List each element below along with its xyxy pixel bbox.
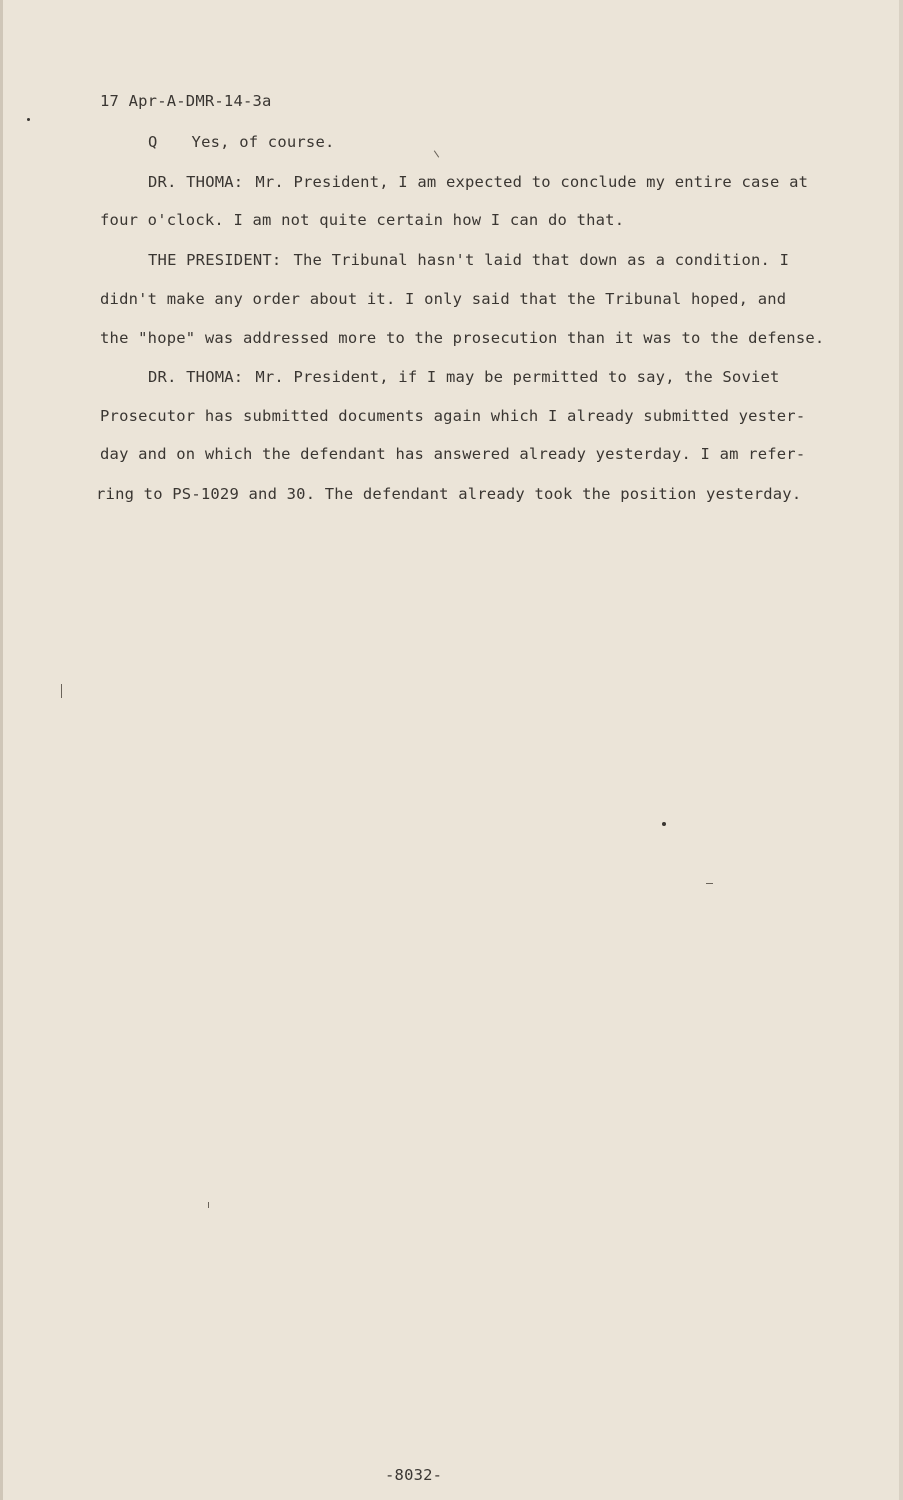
line-text: Mr. President, I am expected to conclude my entire case at xyxy=(255,173,809,191)
paper-mark xyxy=(706,883,713,884)
line-text: Yes, of course. xyxy=(191,133,335,151)
line-text: Mr. President, if I may be permitted to say, the Soviet xyxy=(255,368,780,386)
transcript-line-4 xyxy=(148,251,789,269)
paper-mark xyxy=(61,684,62,698)
transcript-line-2 xyxy=(148,173,808,191)
paper-speck xyxy=(27,118,30,121)
page-left-edge xyxy=(0,0,3,1500)
line-text: day and on which the defendant has answered already yesterday. I am refer- xyxy=(100,445,806,463)
line-text: the "hope" was addressed more to the prosecution than it was to the defense. xyxy=(100,329,825,347)
speaker-label: THE PRESIDENT: xyxy=(148,251,282,269)
transcript-line-5 xyxy=(100,290,786,308)
line-text: ring to PS-1029 and 30. The defendant already took the position yesterday. xyxy=(96,485,802,503)
speaker-label: Q xyxy=(148,133,158,151)
paper-speck xyxy=(662,822,666,826)
transcript-line-8 xyxy=(100,407,805,425)
paper-mark xyxy=(208,1202,209,1208)
transcript-line-6 xyxy=(100,329,824,347)
transcript-line-10 xyxy=(96,485,801,503)
line-text: four o'clock. I am not quite certain how I can do that. xyxy=(100,211,625,229)
document-reference: 17 Apr-A-DMR-14-3a xyxy=(100,92,272,110)
line-text: The Tribunal hasn't laid that down as a condition. I xyxy=(293,251,790,269)
transcript-line-3 xyxy=(100,211,624,229)
transcript-line-1 xyxy=(148,133,335,151)
line-text: Prosecutor has submitted documents again which I already submitted yester- xyxy=(100,407,806,425)
speaker-label: DR. THOMA: xyxy=(148,368,244,386)
page-number: -8032- xyxy=(385,1466,443,1484)
paper-mark xyxy=(434,150,439,157)
page-right-edge xyxy=(899,0,903,1500)
line-text: didn't make any order about it. I only said that the Tribunal hoped, and xyxy=(100,290,787,308)
transcript-line-9 xyxy=(100,445,805,463)
transcript-line-7 xyxy=(148,368,780,386)
speaker-label: DR. THOMA: xyxy=(148,173,244,191)
